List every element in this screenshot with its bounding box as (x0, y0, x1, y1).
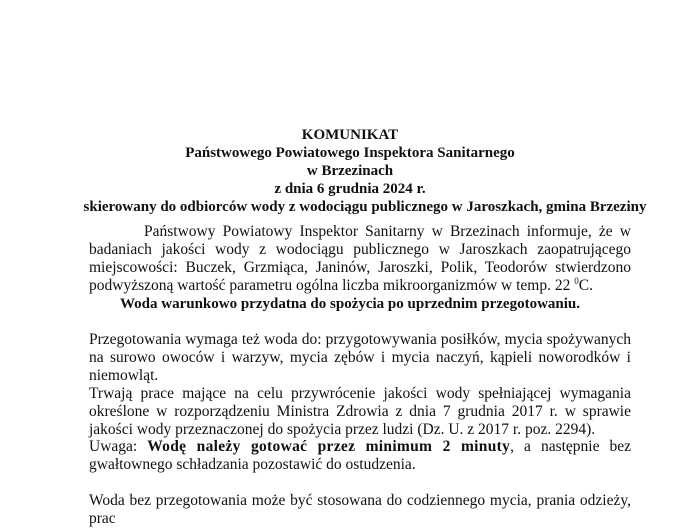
announcement-title: KOMUNIKAT (301, 127, 399, 143)
warning-bold-text: Wodę należy gotować przez minimum 2 minuty (147, 438, 511, 455)
announcement-date: z dnia 6 grudnia 2024 r. (274, 181, 426, 197)
findings-text: Państwowy Powiatowy Inspektor Sanitarny w Brzezinach informuje, że w badaniach jakości wody z wodociągu publicznego w Jaroszkach zaopatrującego miejscowości: Buczek, Grzmiąca, Janinów, Jaroszki, Polik, Teodorów stwierdzono podwyższoną wartość parametru ogólna liczba mikroorganizmów w temp. 22 (89, 223, 631, 294)
findings-text-end: C. (578, 277, 593, 294)
paragraph-repair-works: Trwają prace mające na celu przywrócenie jakości wody spełniającej wymagania określone w rozporządzeniu Ministra Zdrowia z dnia 7 grudnia 2017 r. w sprawie jakości wody przeznaczonej do spożycia przez ludzi (Dz. U. z 2017 r. poz. 2294). (89, 385, 631, 438)
announcement-recipients: skierowany do odbiorców wody z wodociągu publicznego w Jaroszkach, gmina Brzeziny (83, 199, 647, 215)
paragraph-findings (89, 223, 631, 295)
paragraph-usage: Woda bez przegotowania może być stosowana do codziennego mycia, prania odzieży, prac (89, 492, 631, 527)
warning-label: Uwaga: (89, 438, 148, 455)
degree-superscript: 0 (574, 275, 579, 286)
announcement-header (0, 126, 700, 216)
paragraph-boiling-required: Przegotowania wymaga też woda do: przygotowywania posiłków, mycia spożywanych na surowo owoców i warzyw, mycia zębów i mycia naczyń, kąpieli noworodków i niemowląt. (89, 331, 631, 384)
paragraph-warning (89, 438, 631, 474)
warning-text-end: , a następnie bez gwałtownego schładzania pozostawić do ostudzenia. (89, 438, 632, 473)
issuer-name: Państwowego Powiatowego Inspektora Sanitarnego (185, 145, 515, 161)
issuer-location: w Brzezinach (306, 163, 394, 179)
water-status-notice: Woda warunkowo przydatna do spożycia po uprzednim przegotowaniu. (119, 296, 581, 312)
